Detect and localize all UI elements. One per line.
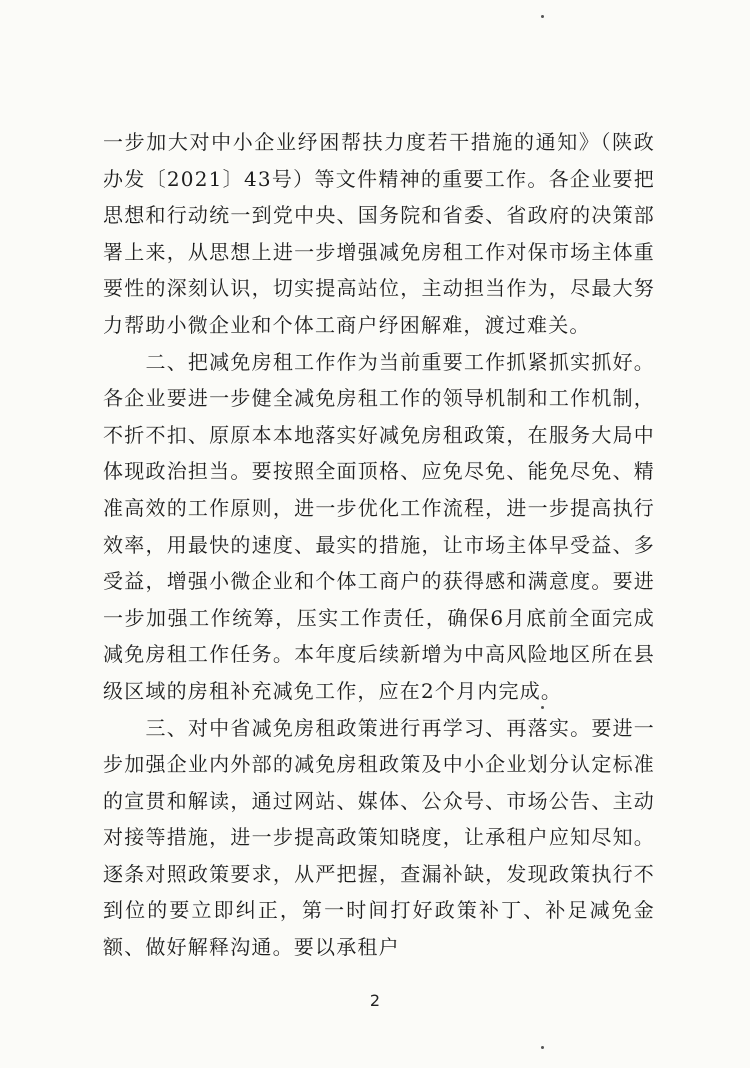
paragraph-continuation: 一步加大对中小企业纾困帮扶力度若干措施的通知》（陕政办发〔2021〕43号）等文件精神的重要工作。各企业要把思想和行动统一到党中央、国务院和省委、省政府的决策部署上来，从思想上进一步增强减免房租工作对保市场主体重要性的深刻认识，切实提高站位，主动担当作为，尽最大努力帮助小微企业和个体工商户纾困解难，渡过难关。 (103, 130, 655, 337)
document-body (103, 124, 655, 966)
scan-speck (541, 15, 544, 18)
paragraph-section-three: 三、对中省减免房租政策进行再学习、再落实。要进一步加强企业内外部的减免房租政策及中小企业划分认定标准的宣贯和解读，通过网站、媒体、公众号、市场公告、主动对接等措施，进一步提高政策知晓度，让承租户应知尽知。逐条对照政策要求，从严把握，查漏补缺，发现政策执行不到位的要立即纠正，第一时间打好政策补丁、补足减免金额、做好解释沟通。要以承租户 (103, 715, 655, 960)
page-number: 2 (369, 991, 381, 1010)
scan-speck (541, 1046, 544, 1049)
paragraph-section-two: 二、把减免房租工作作为当前重要工作抓紧抓实抓好。各企业要进一步健全减免房租工作的领导机制和工作机制，不折不扣、原原本本地落实好减免房租政策，在服务大局中体现政治担当。要按照全面顶格、应免尽免、能免尽免、精准高效的工作原则，进一步优化工作流程，进一步提高执行效率，用最快的速度、最实的措施，让市场主体早受益、多受益，增强小微企业和个体工商户的获得感和满意度。要进一步加强工作统筹，压实工作责任，确保6月底前全面完成减免房租工作任务。本年度后续新增为中高风险地区所在县级区域的房租补充减免工作，应在2个月内完成。 (103, 349, 655, 703)
